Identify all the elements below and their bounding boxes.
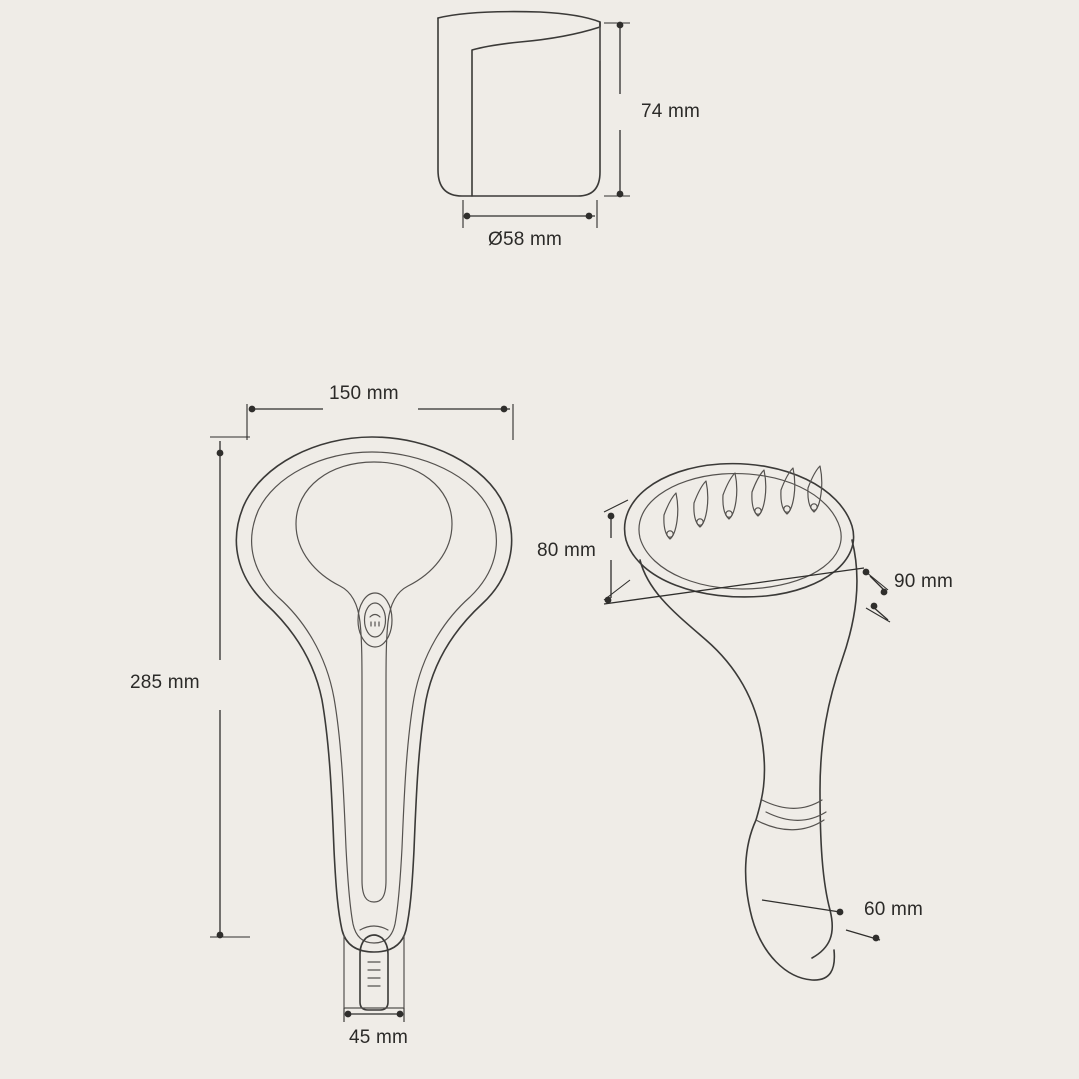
water-tank-view xyxy=(438,12,600,196)
tank-height-label: 74 mm xyxy=(641,101,701,122)
head-width-dimension xyxy=(247,404,513,440)
tank-diameter-dimension xyxy=(463,200,597,228)
handle-width-dimension xyxy=(762,900,880,941)
steamer-front-view xyxy=(236,437,511,1010)
tank-height-dimension xyxy=(604,22,630,198)
steam-vent-icon xyxy=(664,466,822,539)
handle-width-label: 60 mm xyxy=(864,899,924,920)
head-length-dimension xyxy=(863,569,890,622)
power-button-icon[interactable] xyxy=(358,593,392,647)
steamer-side-view xyxy=(625,464,857,980)
head-length-label: 90 mm xyxy=(894,571,954,592)
total-length-label: 285 mm xyxy=(130,672,200,693)
head-width-label: 150 mm xyxy=(329,383,399,404)
cord-base-width-label: 45 mm xyxy=(349,1027,409,1048)
tank-diameter-label: Ø58 mm xyxy=(488,229,563,250)
head-depth-label: 80 mm xyxy=(537,540,597,561)
total-length-dimension xyxy=(210,437,250,938)
